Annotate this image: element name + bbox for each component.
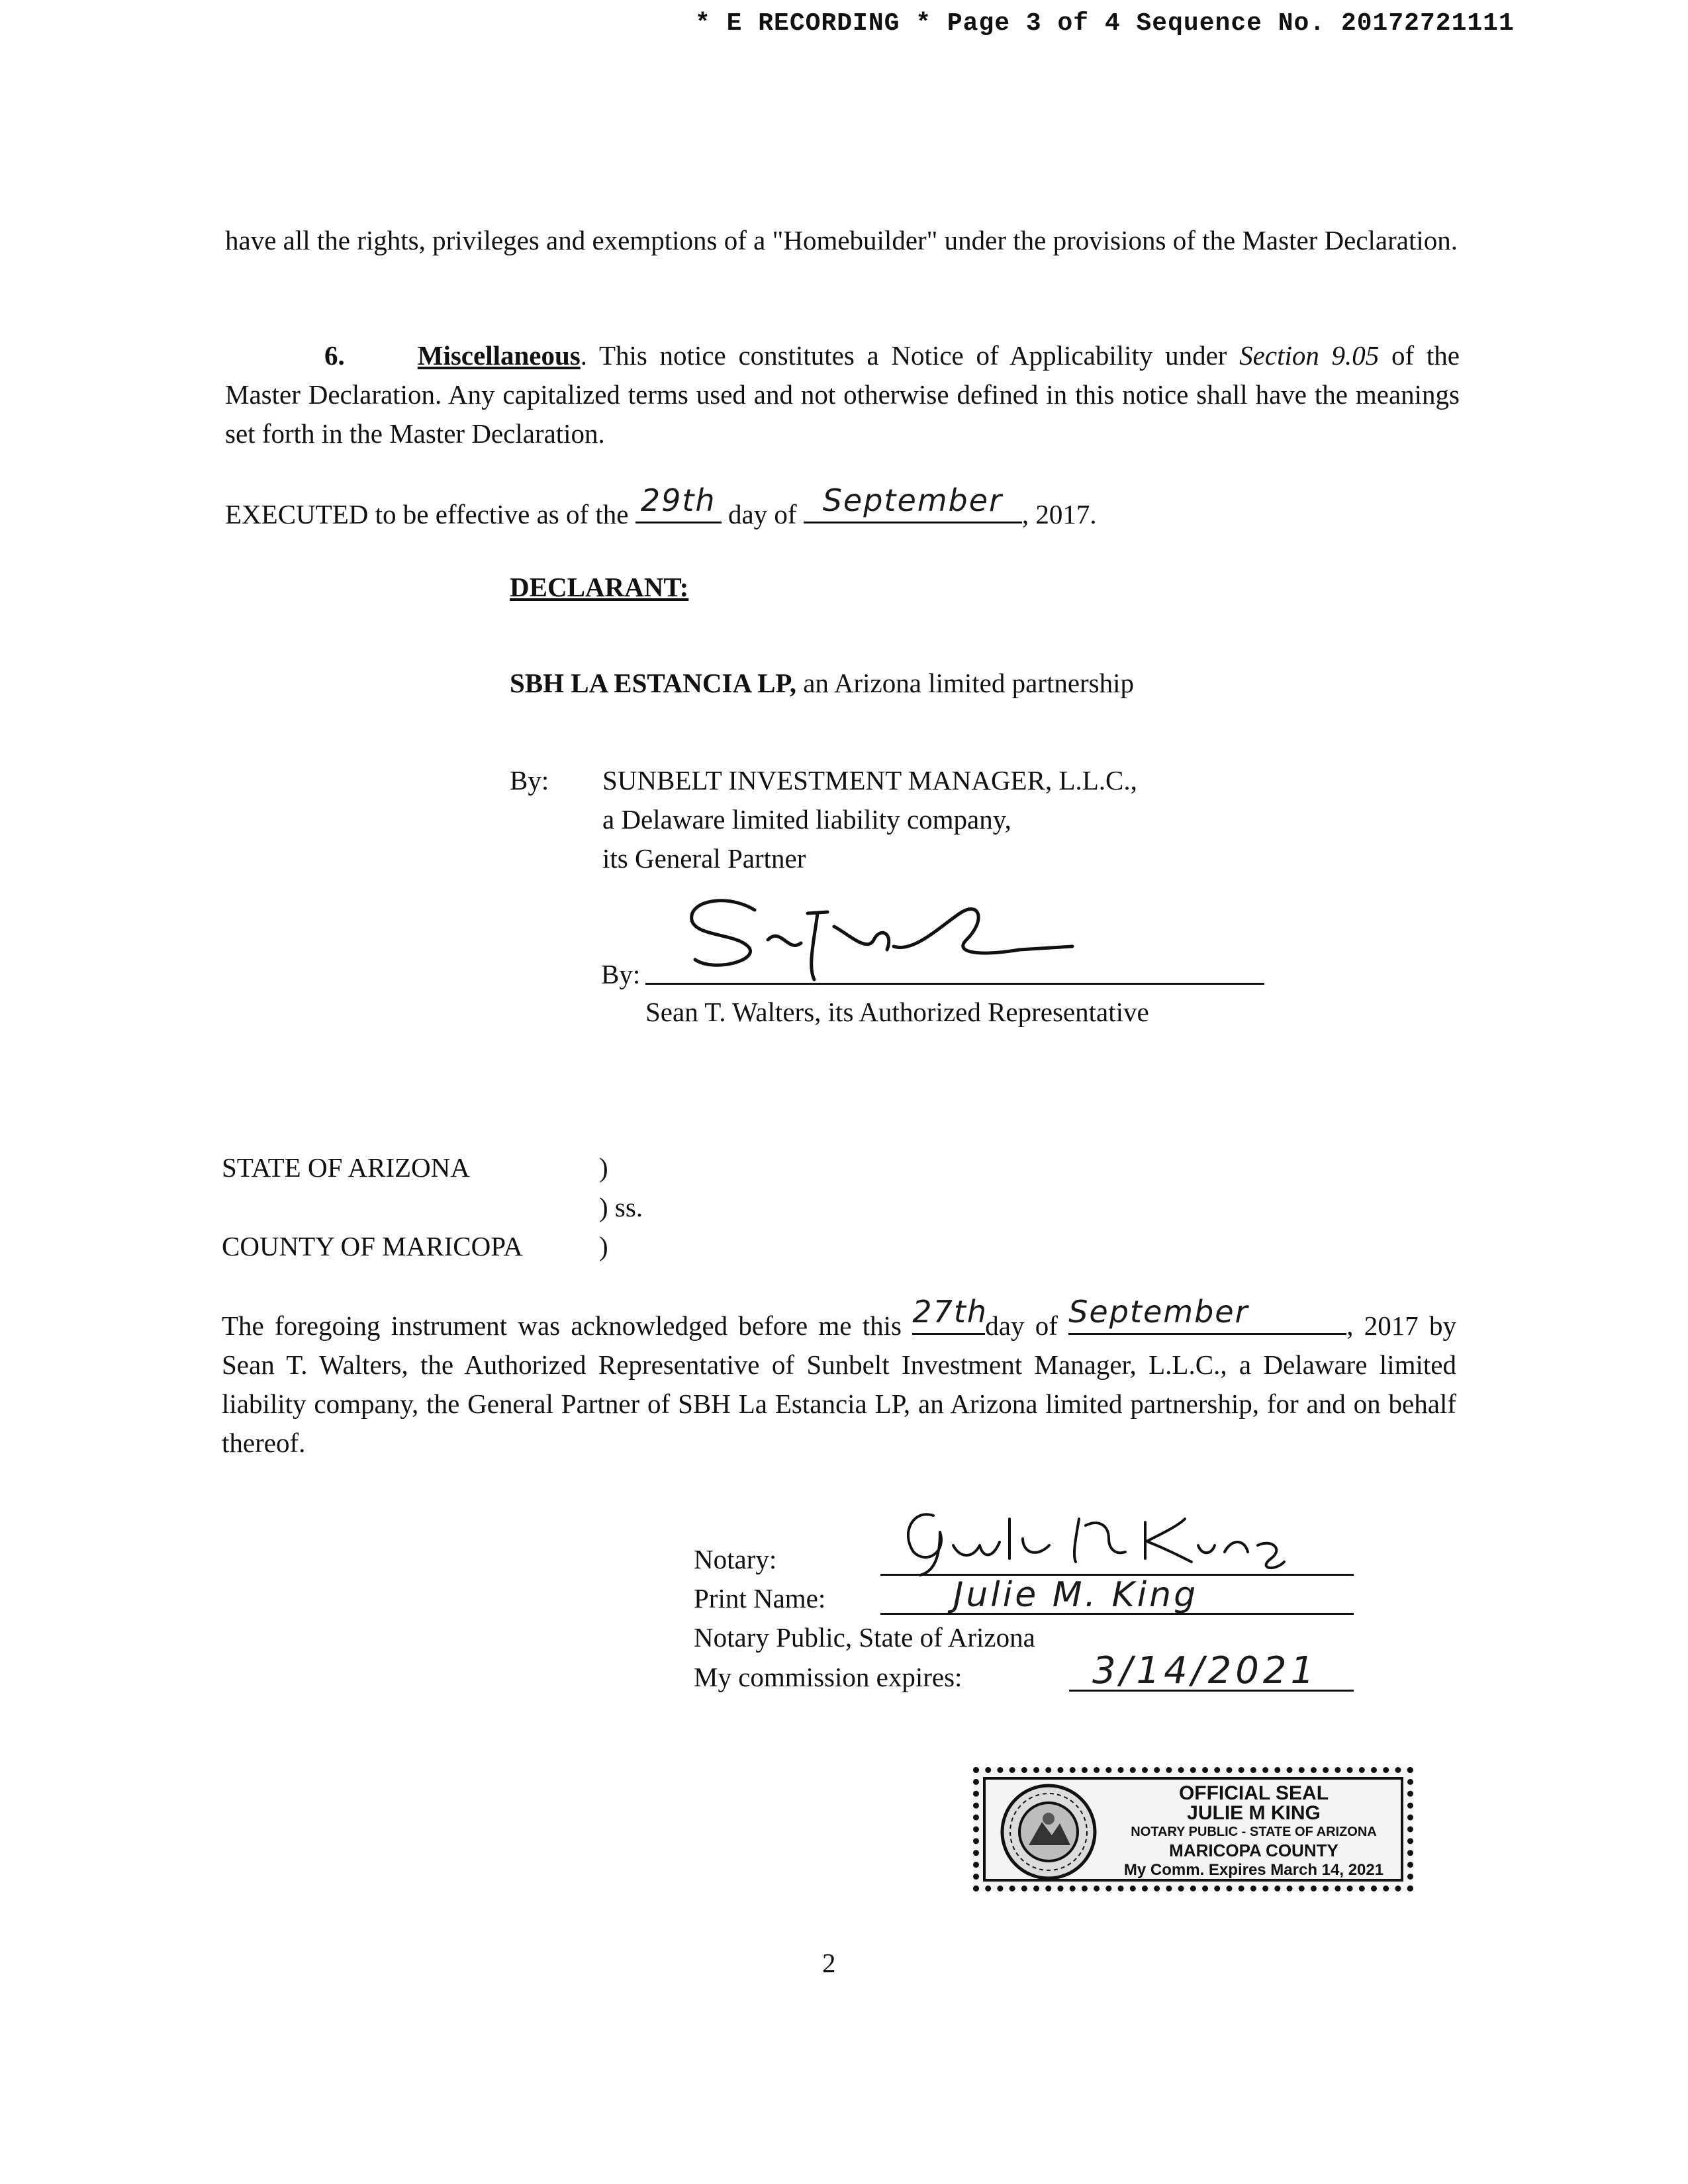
official-seal-stamp (973, 1767, 1413, 1891)
executed-month-handwritten: September (822, 482, 1003, 518)
declarant-entity-desc: an Arizona limited partnership (796, 668, 1135, 698)
ack-month-blank (1068, 1294, 1346, 1335)
signatory-name: Sean T. Walters, its Authorized Representative (645, 997, 1149, 1027)
venue-paren-top: ) (599, 1152, 608, 1183)
venue-paren-bottom: ) (599, 1231, 608, 1261)
print-name-handwritten: Julie M. King (953, 1575, 1199, 1615)
seal-line-county: MARICOPA COUNTY (1169, 1841, 1338, 1860)
executed-day-handwritten: 29th (640, 482, 716, 518)
declarant-heading: DECLARANT: (510, 572, 689, 602)
arizona-state-seal-icon (999, 1782, 1098, 1882)
declarant-entity (510, 664, 1134, 703)
acknowledgment-paragraph (222, 1294, 1457, 1463)
notary-signature-icon (887, 1499, 1297, 1578)
ack-day-blank (912, 1294, 988, 1335)
section-number: 6. (324, 340, 345, 371)
executed-prefix: EXECUTED to be effective as of the (225, 499, 629, 529)
recording-header: * E RECORDING * Page 3 of 4 Sequence No. 20172721111 (695, 9, 1515, 38)
executed-day-of: day of (727, 499, 797, 529)
notary-label: Notary: (694, 1544, 777, 1574)
signature-by-label: By: (601, 959, 641, 989)
venue-ss: ) ss. (599, 1192, 643, 1222)
section-6-paragraph (225, 336, 1460, 453)
ack-month-handwritten: September (1068, 1294, 1249, 1330)
ack-day-of: day of (985, 1310, 1058, 1341)
venue-state: STATE OF ARIZONA (222, 1152, 470, 1183)
section-heading: Miscellaneous (417, 340, 581, 371)
intro-paragraph: have all the rights, privileges and exemptions of a "Homebuilder" under the provisions of the Master Declaration. (225, 225, 1458, 255)
executed-day-blank (635, 482, 722, 523)
manager-line-1: SUNBELT INVESTMENT MANAGER, L.L.C., (602, 765, 1137, 796)
declarant-by-label: By: (510, 765, 549, 796)
ack-day-handwritten: 27th (912, 1294, 988, 1330)
page-number: 2 (822, 1948, 836, 1978)
seal-line-expires: My Comm. Expires March 14, 2021 (1123, 1861, 1384, 1879)
declarant-entity-name: SBH LA ESTANCIA LP, (510, 668, 796, 698)
executed-year: , 2017. (1021, 499, 1097, 529)
walters-signature-icon (675, 887, 1099, 986)
executed-line (225, 482, 1460, 534)
seal-line-official: OFFICIAL SEAL (1178, 1782, 1329, 1804)
section-text-1: . This notice constitutes a Notice of Applicability under (580, 340, 1240, 371)
ack-comma: , (1346, 1310, 1354, 1341)
manager-line-2: a Delaware limited liability company, (602, 804, 1011, 835)
section-reference: Section 9.05 (1239, 340, 1380, 371)
commission-handwritten: 3/14/2021 (1092, 1649, 1319, 1692)
seal-line-notary-public: NOTARY PUBLIC - STATE OF ARIZONA (1131, 1825, 1377, 1839)
commission-label: My commission expires: (694, 1662, 962, 1692)
venue-county: COUNTY OF MARICOPA (222, 1231, 523, 1261)
executed-month-blank (804, 482, 1022, 523)
seal-line-name: JULIE M KING (1187, 1802, 1321, 1824)
section-text-2: of the Master Declaration. Any capitalized terms used and not otherwise defined in this notice shall have the meanings set forth in the Master Declaration. (225, 340, 1460, 449)
ack-rest: 2017 by Sean T. Walters, the Authorized Representative of Sunbelt Investment Manager, L.L.C., a Delaware limited liability company, the General Partner of SBH La Estancia LP, an Arizona limited partnership, for and on behalf thereof. (222, 1310, 1457, 1458)
manager-line-3: its General Partner (602, 843, 806, 874)
ack-prefix: The foregoing instrument was acknowledged before me this (222, 1310, 902, 1341)
manager-block (602, 761, 1137, 878)
print-name-label: Print Name: (694, 1583, 826, 1614)
notary-public-line: Notary Public, State of Arizona (694, 1622, 1035, 1653)
